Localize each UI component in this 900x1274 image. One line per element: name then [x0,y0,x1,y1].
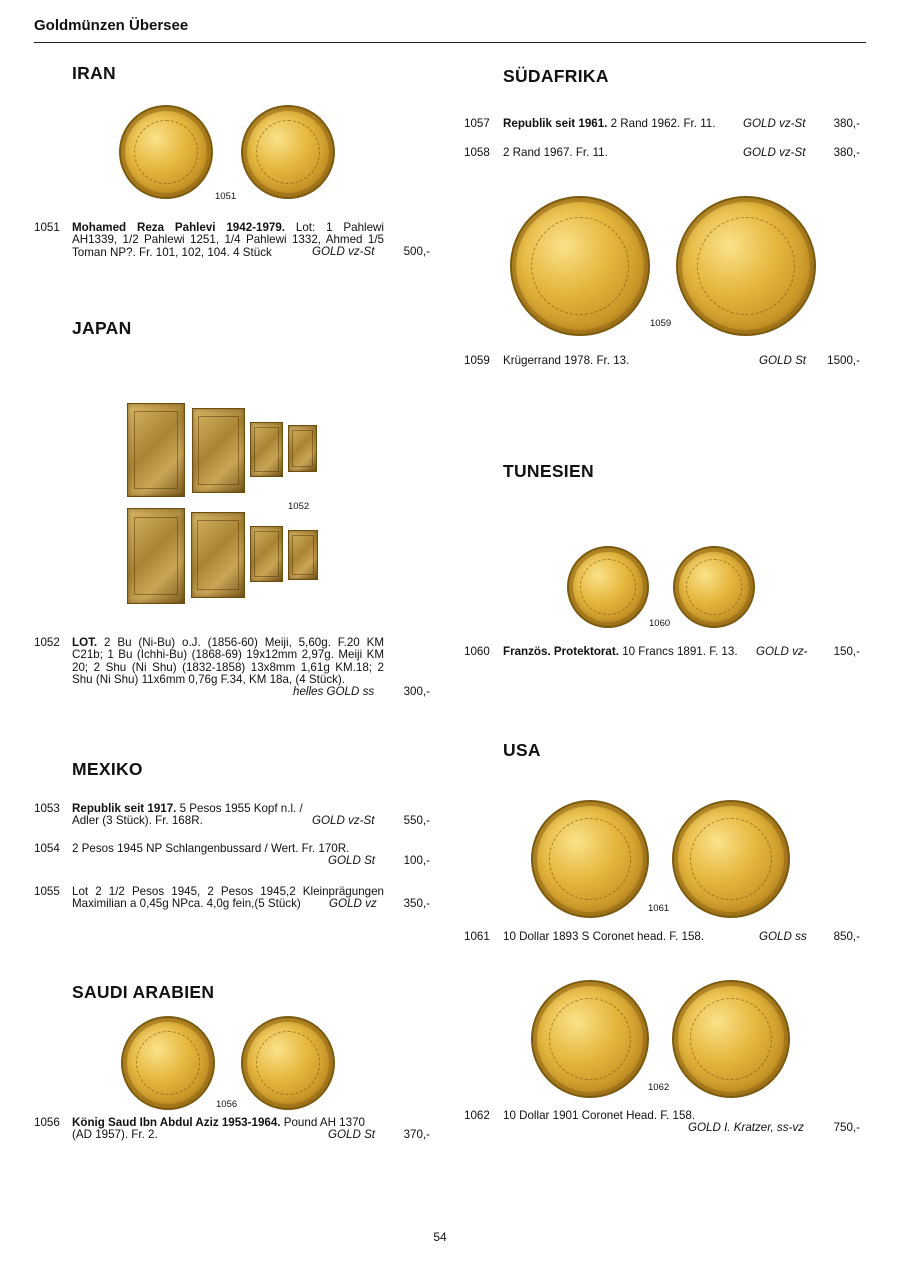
lot-number-1054: 1054 [34,842,60,855]
coin-image-1052-large-bar-2 [127,508,185,604]
lot-grade-1055: GOLD vz [329,897,377,910]
lot-description-1060 [503,646,738,658]
coin-image-1056-obverse [121,1016,215,1110]
lot-price-1054: 100,- [403,854,430,867]
coin-image-1051-reverse [241,105,335,199]
header-rule [34,42,866,43]
lot-description-1055: Lot 2 1/2 Pesos 1945, 2 Pesos 1945,2 Kleinprägungen Maximilian a 0,45g NPca. 4,0g fein,(5 Stück) [72,885,384,911]
lot-number-1052: 1052 [34,636,60,649]
lot-title-1057: Republik seit 1961. [503,117,608,130]
lot-grade-1056: GOLD St [328,1128,376,1141]
coin-image-1059-obverse [510,196,650,336]
lot-text-1056: Pound AH 1370 (AD 1957). Fr. 2. [72,1116,365,1142]
coin-image-1061-obverse [531,800,649,918]
lot-description-1052 [72,637,384,686]
image-caption-1062: 1062 [648,1082,670,1093]
lot-number-1057: 1057 [464,117,490,130]
lot-number-1062: 1062 [464,1109,490,1122]
coin-image-1052-tiny-bar-1 [288,425,317,472]
coin-image-1052-medium-bar-2 [191,512,245,598]
lot-price-1059: 1500,- [827,354,860,367]
lot-description-1057 [503,118,715,130]
lot-grade-1060: GOLD vz- [756,645,808,658]
lot-title-1056: König Saud Ibn Abdul Aziz 1953-1964. [72,1116,281,1129]
lot-number-1059: 1059 [464,354,490,367]
lot-title-1053: Republik seit 1917. [72,802,177,815]
lot-text-1060: 10 Francs 1891. F. 13. [618,645,738,658]
section-title-mexiko: MEXIKO [72,759,143,779]
lot-number-1055: 1055 [34,885,60,898]
lot-number-1056: 1056 [34,1116,60,1129]
lot-price-1060: 150,- [833,645,860,658]
lot-price-1057: 380,- [833,117,860,130]
coin-image-1052-small-bar-2 [250,526,283,582]
lot-grade-1052: helles GOLD ss [293,685,375,698]
coin-image-1052-large-bar-1 [127,403,185,497]
lot-price-1055: 350,- [403,897,430,910]
lot-price-1052: 300,- [403,685,430,698]
page-number: 54 [433,1230,447,1244]
lot-price-1058: 380,- [833,146,860,159]
lot-text-1057: 2 Rand 1962. Fr. 11. [607,117,716,130]
image-caption-1059: 1059 [650,318,672,329]
lot-text-1052: 2 Bu (Ni-Bu) o.J. (1856-60) Meiji, 5,60g. F.20 KM C21b; 1 Bu (Ichhi-Bu) (1868-69) 19x12mm 2,97g. Meiji KM 20; 2 Shu (Ni Shu) (1832-1858) 13x8mm 1,61g KM.18; 2 Shu (Ni Shu) 11x6mm 0,76g F.34, KM 18a, (4 Stück). [72,636,384,686]
coin-image-1059-reverse [676,196,816,336]
lot-number-1053: 1053 [34,802,60,815]
lot-text-1051: Lot: 1 Pahlewi AH1339, 1/2 Pahlewi 1251, 1/4 Pahlewi 1332, Ahmed 1/5 Toman NP?. Fr. 101, 102, 104. 4 Stück [72,221,384,259]
image-caption-1060: 1060 [649,618,671,629]
coin-image-1052-tiny-bar-2 [288,530,318,580]
image-caption-1051: 1051 [215,191,237,202]
coin-image-1062-obverse [531,980,649,1098]
section-title-saudi-arabien: SAUDI ARABIEN [72,982,215,1002]
coin-image-1052-medium-bar-1 [192,408,245,493]
section-title-japan: JAPAN [72,318,132,338]
lot-title-1060: Französ. Protektorat. [503,645,619,658]
lot-grade-1058: GOLD vz-St [743,146,806,159]
lot-price-1061: 850,- [833,930,860,943]
coin-image-1060-reverse [673,546,755,628]
lot-number-1060: 1060 [464,645,490,658]
lot-grade-1057: GOLD vz-St [743,117,806,130]
lot-description-1061: 10 Dollar 1893 S Coronet head. F. 158. [503,930,705,943]
lot-number-1051: 1051 [34,221,60,234]
lot-number-1058: 1058 [464,146,490,159]
lot-description-1058: 2 Rand 1967. Fr. 11. [503,146,608,159]
section-title-usa: USA [503,740,541,760]
lot-price-1062: 750,- [833,1121,860,1134]
coin-image-1052-small-bar-1 [250,422,283,477]
lot-description-1054: 2 Pesos 1945 NP Schlangenbussard / Wert. Fr. 170R. [72,842,350,855]
lot-grade-1062: GOLD I. Kratzer, ss-vz [688,1121,804,1134]
page-header: Goldmünzen Übersee [34,17,189,34]
lot-price-1056: 370,- [403,1128,430,1141]
image-caption-1061: 1061 [648,903,670,914]
lot-description-1059: Krügerrand 1978. Fr. 13. [503,354,630,367]
lot-description-1062: 10 Dollar 1901 Coronet Head. F. 158. [503,1109,696,1122]
lot-grade-1054: GOLD St [328,854,376,867]
coin-image-1060-obverse [567,546,649,628]
lot-title-1051: Mohamed Reza Pahlevi 1942-1979. [72,221,286,234]
lot-grade-1059: GOLD St [759,354,807,367]
coin-image-1061-reverse [672,800,790,918]
coin-image-1051-obverse [119,105,213,199]
lot-price-1051: 500,- [403,245,430,258]
lot-price-1053: 550,- [403,814,430,827]
section-title-iran: IRAN [72,63,116,83]
lot-grade-1053: GOLD vz-St [312,814,375,827]
coin-image-1056-reverse [241,1016,335,1110]
section-title-suedafrika: SÜDAFRIKA [503,66,609,86]
coin-image-1062-reverse [672,980,790,1098]
image-caption-1056: 1056 [216,1099,238,1110]
lot-number-1061: 1061 [464,930,490,943]
lot-title-1052: LOT. [72,636,98,649]
section-title-tunesien: TUNESIEN [503,461,594,481]
lot-grade-1061: GOLD ss [759,930,807,943]
lot-description-1053 [72,803,322,828]
image-caption-1052: 1052 [288,501,310,512]
lot-text-1053: 5 Pesos 1955 Kopf n.l. / Adler (3 Stück). Fr. 168R. [72,802,303,828]
lot-grade-1051: GOLD vz-St [312,245,375,258]
